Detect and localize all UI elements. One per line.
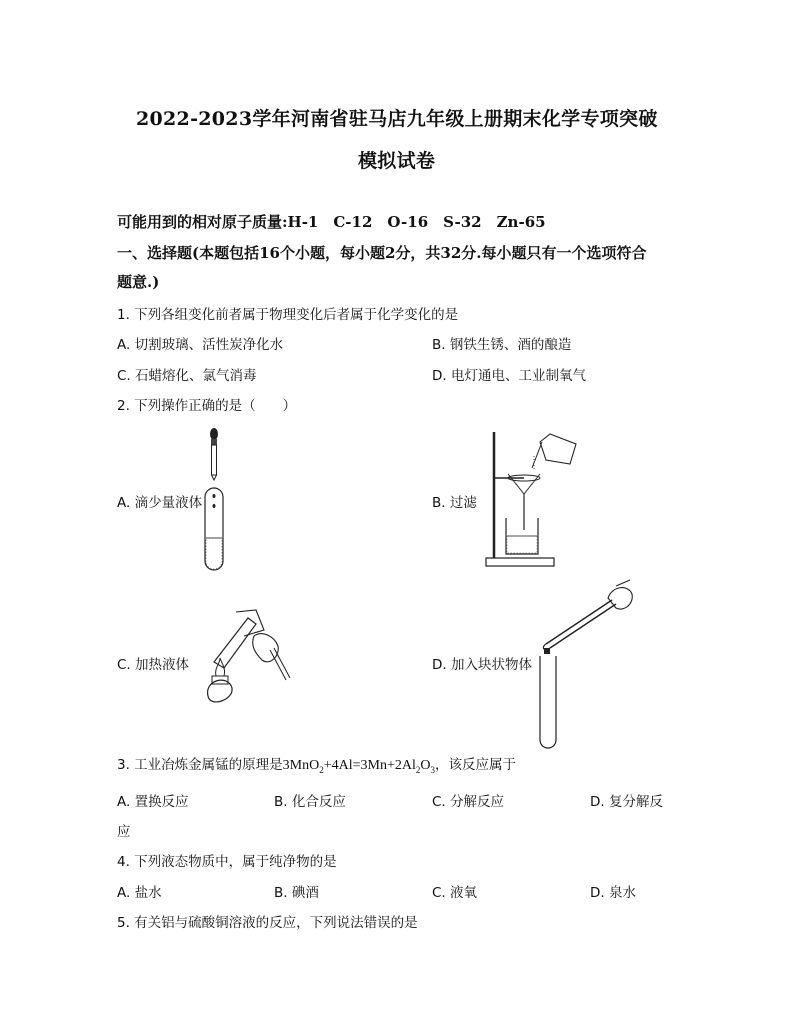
q2-option-c: C. 加热液体: [117, 657, 190, 673]
q4-option-d: D. 泉水: [590, 885, 636, 901]
q3-option-a: A. 置换反应: [117, 794, 189, 810]
q3-option-c: C. 分解反应: [432, 794, 505, 810]
adding-solid-figure: [530, 580, 640, 750]
q5-stem: 5. 有关铝与硫酸铜溶液的反应，下列说法错误的是: [117, 915, 418, 931]
eq-sub-3: 3: [430, 764, 435, 775]
q3-stem-suffix: ，该反应属于: [435, 757, 516, 773]
section-1-heading: 一、选择题(本题包括16个小题，每小题2分，共32分.每小题只有一个选项符合: [117, 244, 647, 262]
eq-part-1: 3MnO: [282, 758, 320, 773]
q2-option-a: A. 滴少量液体: [117, 495, 203, 511]
q4-option-c: C. 液氧: [432, 885, 478, 901]
q3-option-b: B. 化合反应: [274, 794, 346, 810]
q3-stem: [117, 753, 516, 775]
q4-stem: 4. 下列液态物质中，属于纯净物的是: [117, 854, 337, 870]
q1-option-c: C. 石蜡熔化、氯气消毒: [117, 368, 257, 384]
q3-stem-prefix: 3. 工业冶炼金属锰的原理是: [117, 757, 283, 773]
q3-equation: [283, 758, 435, 773]
q1-option-b: B. 钢铁生锈、酒的酿造: [432, 337, 572, 353]
q3-option-d: D. 复分解反: [590, 794, 663, 810]
title-line-2: 模拟试卷: [358, 150, 436, 172]
q1-option-a: A. 切割玻璃、活性炭净化水: [117, 337, 284, 353]
q1-stem: 1. 下列各组变化前者属于物理变化后者属于化学变化的是: [117, 307, 459, 323]
filtration-figure: [480, 430, 580, 570]
q2-stem: 2. 下列操作正确的是（ ）: [117, 398, 297, 414]
eq-part-3: O: [420, 758, 431, 773]
eq-part-2: +4Al=3Mn+2Al: [323, 758, 416, 773]
q3-option-d-wrap: 应: [117, 824, 131, 840]
q2-option-d: D. 加入块状物体: [432, 657, 532, 673]
heating-liquid-figure: [190, 600, 300, 710]
atomic-masses: 可能用到的相对原子质量:H-1 C-12 O-16 S-32 Zn-65: [117, 213, 546, 231]
title-line-1: 2022-2023学年河南省驻马店九年级上册期末化学专项突破: [136, 108, 658, 130]
eq-sub-1: 2: [319, 764, 324, 775]
q4-option-b: B. 碘酒: [274, 885, 319, 901]
eq-sub-2: 2: [415, 764, 421, 775]
q2-option-b: B. 过滤: [432, 495, 477, 511]
q1-option-d: D. 电灯通电、工业制氧气: [432, 368, 586, 384]
q4-option-a: A. 盐水: [117, 885, 162, 901]
section-1-heading-cont: 题意.): [117, 273, 160, 291]
